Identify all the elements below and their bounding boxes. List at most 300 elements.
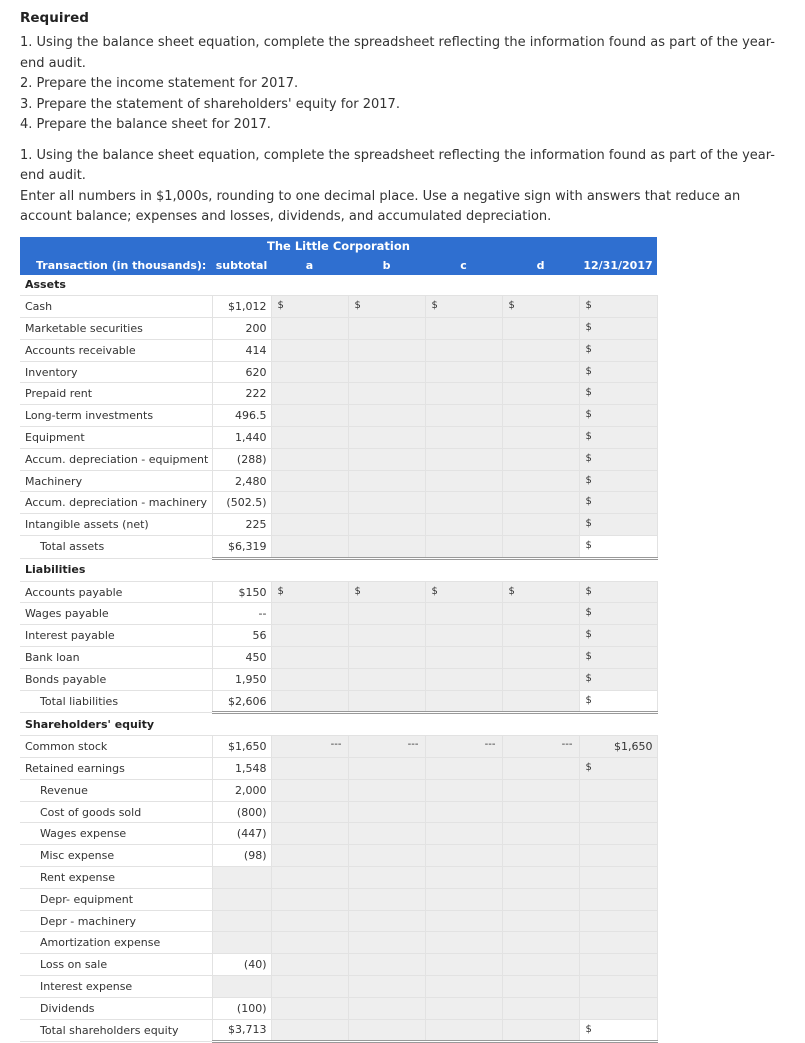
input-cell-b[interactable] — [348, 997, 425, 1019]
table-row — [20, 867, 657, 889]
table-row — [20, 492, 657, 514]
input-cell-b[interactable] — [348, 427, 425, 449]
input-cell-c[interactable] — [425, 997, 502, 1019]
requirement-2: 2. Prepare the income statement for 2017. — [20, 74, 785, 95]
dash-text: --- — [562, 739, 573, 750]
part1-instruction: Enter all numbers in $1,000s, rounding to one decimal place. Use a negative sign with answers that reduce an account balance; expenses and losses, dividends, and accumulated depreciation. — [20, 187, 785, 228]
input-cell-a[interactable] — [271, 954, 348, 976]
input-cell-a[interactable] — [271, 405, 348, 427]
input-cell-a[interactable] — [271, 736, 348, 758]
subtotal-cell: 2,480 — [212, 470, 271, 492]
subtotal-cell: 1,548 — [212, 758, 271, 780]
input-cell-final[interactable] — [579, 318, 657, 340]
input-cell-a[interactable] — [271, 603, 348, 625]
input-cell-d[interactable] — [502, 405, 579, 427]
liabilities-section-row — [20, 558, 657, 581]
dollar-sign: $ — [586, 1024, 592, 1035]
input-cell-a — [271, 1019, 348, 1042]
row-label: Retained earnings — [20, 758, 212, 780]
input-cell-d[interactable] — [502, 932, 579, 954]
table-row — [20, 845, 657, 867]
row-label: Revenue — [20, 779, 212, 801]
input-cell-a[interactable] — [271, 339, 348, 361]
input-cell-d[interactable] — [502, 603, 579, 625]
input-cell-final[interactable] — [579, 296, 657, 318]
input-cell-a[interactable] — [271, 867, 348, 889]
table-row — [20, 603, 657, 625]
input-cell-b[interactable] — [348, 736, 425, 758]
table-row — [20, 296, 657, 318]
dollar-sign: $ — [355, 586, 361, 597]
input-cell-d[interactable] — [502, 296, 579, 318]
input-cell-final[interactable] — [579, 603, 657, 625]
dollar-sign: $ — [509, 300, 515, 311]
input-cell-d[interactable] — [502, 736, 579, 758]
input-cell-b[interactable] — [348, 514, 425, 536]
input-cell-final[interactable] — [579, 954, 657, 976]
requirement-3: 3. Prepare the statement of shareholders' equity for 2017. — [20, 95, 785, 116]
input-cell-d[interactable] — [502, 427, 579, 449]
input-cell-d[interactable] — [502, 448, 579, 470]
input-cell-a[interactable] — [271, 296, 348, 318]
input-cell-b[interactable] — [348, 470, 425, 492]
input-cell-d[interactable] — [502, 845, 579, 867]
header-final: 12/31/2017 — [579, 256, 657, 275]
input-cell-final[interactable] — [579, 867, 657, 889]
dash-text: --- — [408, 739, 419, 750]
subtotal-cell: (447) — [212, 823, 271, 845]
input-cell-final[interactable] — [579, 910, 657, 932]
input-cell-b[interactable] — [348, 339, 425, 361]
input-cell-a[interactable] — [271, 997, 348, 1019]
input-cell-c[interactable] — [425, 405, 502, 427]
liabilities-section-label: Liabilities — [20, 558, 212, 581]
row-label: Depr - machinery — [20, 910, 212, 932]
required-heading: Required — [20, 10, 785, 26]
row-label: Wages payable — [20, 603, 212, 625]
input-cell-b[interactable] — [348, 801, 425, 823]
input-cell-d[interactable] — [502, 823, 579, 845]
input-cell-final — [579, 690, 657, 713]
subtotal-cell: (98) — [212, 845, 271, 867]
table-row — [20, 997, 657, 1019]
input-cell-final[interactable] — [579, 405, 657, 427]
row-label: Accounts payable — [20, 581, 212, 603]
subtotal-cell: 1,950 — [212, 668, 271, 690]
subtotal-cell — [212, 932, 271, 954]
table-row — [20, 758, 657, 780]
dollar-sign: $ — [586, 366, 592, 377]
input-cell-b[interactable] — [348, 867, 425, 889]
row-label: Accounts receivable — [20, 339, 212, 361]
input-cell-c[interactable] — [425, 296, 502, 318]
row-label: Interest expense — [20, 976, 212, 998]
dollar-sign: $ — [586, 762, 592, 773]
equity-section-row — [20, 713, 657, 736]
input-cell-a[interactable] — [271, 492, 348, 514]
input-cell-d[interactable] — [502, 339, 579, 361]
subtotal-cell: 56 — [212, 625, 271, 647]
input-cell-a[interactable] — [271, 888, 348, 910]
input-cell-d — [502, 1019, 579, 1042]
subtotal-cell: 2,000 — [212, 779, 271, 801]
dollar-sign: $ — [586, 673, 592, 684]
input-cell-c[interactable] — [425, 514, 502, 536]
input-cell-c[interactable] — [425, 758, 502, 780]
input-cell-c[interactable] — [425, 448, 502, 470]
input-cell-a[interactable] — [271, 845, 348, 867]
row-label: Intangible assets (net) — [20, 514, 212, 536]
row-label: Rent expense — [20, 867, 212, 889]
input-cell-final[interactable] — [579, 339, 657, 361]
row-label: Total assets — [20, 536, 212, 559]
input-cell-b[interactable] — [348, 361, 425, 383]
input-cell-final[interactable] — [579, 383, 657, 405]
input-cell-final[interactable] — [579, 845, 657, 867]
input-cell-c — [425, 690, 502, 713]
input-cell-c[interactable] — [425, 581, 502, 603]
input-cell-a[interactable] — [271, 361, 348, 383]
input-cell-c[interactable] — [425, 318, 502, 340]
subtotal-cell: (288) — [212, 448, 271, 470]
row-label: Accum. depreciation - equipment — [20, 448, 212, 470]
input-cell-c[interactable] — [425, 779, 502, 801]
input-cell-c[interactable] — [425, 801, 502, 823]
dollar-sign: $ — [432, 586, 438, 597]
subtotal-cell: $150 — [212, 581, 271, 603]
subtotal-cell: 450 — [212, 647, 271, 669]
table-row — [20, 954, 657, 976]
dollar-sign: $ — [355, 300, 361, 311]
input-cell-c[interactable] — [425, 668, 502, 690]
dollar-sign: $ — [509, 586, 515, 597]
input-cell-c[interactable] — [425, 976, 502, 998]
table-row — [20, 888, 657, 910]
input-cell-d[interactable] — [502, 361, 579, 383]
row-label: Machinery — [20, 470, 212, 492]
assets-section-label: Assets — [20, 275, 212, 296]
equity-section-label: Shareholders' equity — [20, 713, 212, 736]
input-cell-d[interactable] — [502, 492, 579, 514]
input-cell-d[interactable] — [502, 910, 579, 932]
dollar-sign: $ — [432, 300, 438, 311]
subtotal-cell: 200 — [212, 318, 271, 340]
input-cell-d[interactable] — [502, 801, 579, 823]
input-cell-final[interactable] — [579, 997, 657, 1019]
subtotal-cell: $6,319 — [212, 536, 271, 559]
input-cell-a — [271, 690, 348, 713]
input-cell-final[interactable] — [579, 736, 657, 758]
input-cell-b[interactable] — [348, 932, 425, 954]
input-cell-final[interactable] — [579, 427, 657, 449]
input-cell-d[interactable] — [502, 758, 579, 780]
row-label: Loss on sale — [20, 954, 212, 976]
total-row — [20, 536, 657, 559]
table-row — [20, 736, 657, 758]
input-cell-c[interactable] — [425, 932, 502, 954]
input-cell-a[interactable] — [271, 823, 348, 845]
table-row — [20, 383, 657, 405]
table-row — [20, 668, 657, 690]
dollar-sign: $ — [586, 475, 592, 486]
input-cell-d[interactable] — [502, 581, 579, 603]
input-cell-a[interactable] — [271, 318, 348, 340]
input-cell-b[interactable] — [348, 954, 425, 976]
input-cell-a[interactable] — [271, 932, 348, 954]
dollar-sign: $ — [586, 496, 592, 507]
row-label: Depr- equipment — [20, 888, 212, 910]
input-cell-b[interactable] — [348, 625, 425, 647]
input-cell-d[interactable] — [502, 954, 579, 976]
subtotal-cell: 496.5 — [212, 405, 271, 427]
input-cell-final[interactable] — [579, 581, 657, 603]
table-row — [20, 647, 657, 669]
input-cell-final[interactable] — [579, 492, 657, 514]
input-cell-d[interactable] — [502, 383, 579, 405]
input-cell-final — [579, 536, 657, 559]
requirement-4: 4. Prepare the balance sheet for 2017. — [20, 115, 785, 136]
row-label: Interest payable — [20, 625, 212, 647]
input-cell-c[interactable] — [425, 845, 502, 867]
input-cell-b[interactable] — [348, 318, 425, 340]
subtotal-cell: 1,440 — [212, 427, 271, 449]
input-cell-final — [579, 1019, 657, 1042]
input-cell-a[interactable] — [271, 976, 348, 998]
input-cell-c[interactable] — [425, 888, 502, 910]
input-cell-c[interactable] — [425, 625, 502, 647]
subtotal-cell — [212, 976, 271, 998]
input-cell-a[interactable] — [271, 383, 348, 405]
row-label: Bonds payable — [20, 668, 212, 690]
input-cell-final[interactable] — [579, 888, 657, 910]
input-cell-a[interactable] — [271, 470, 348, 492]
input-cell-b — [348, 1019, 425, 1042]
input-cell-d[interactable] — [502, 470, 579, 492]
input-cell-final[interactable] — [579, 779, 657, 801]
input-cell-d[interactable] — [502, 867, 579, 889]
table-row — [20, 361, 657, 383]
header-d: d — [502, 256, 579, 275]
table-row — [20, 470, 657, 492]
table-row — [20, 910, 657, 932]
spreadsheet-table — [20, 237, 658, 1043]
subtotal-cell: $1,650 — [212, 736, 271, 758]
table-row — [20, 932, 657, 954]
row-label: Wages expense — [20, 823, 212, 845]
subtotal-cell — [212, 867, 271, 889]
input-cell-final[interactable] — [579, 801, 657, 823]
requirement-1: 1. Using the balance sheet equation, complete the spreadsheet reflecting the information found as part of the year-end audit. — [20, 33, 785, 74]
requirements-list — [20, 33, 785, 228]
input-cell-d[interactable] — [502, 318, 579, 340]
input-cell-a[interactable] — [271, 514, 348, 536]
input-cell-c[interactable] — [425, 910, 502, 932]
dollar-sign: $ — [586, 695, 592, 706]
input-cell-final[interactable] — [579, 470, 657, 492]
input-cell-c[interactable] — [425, 361, 502, 383]
input-cell-a — [271, 536, 348, 559]
dollar-sign: $ — [586, 322, 592, 333]
input-cell-b[interactable] — [348, 405, 425, 427]
input-cell-d[interactable] — [502, 997, 579, 1019]
input-cell-final[interactable] — [579, 758, 657, 780]
subtotal-cell: (800) — [212, 801, 271, 823]
input-cell-c[interactable] — [425, 823, 502, 845]
input-cell-d[interactable] — [502, 625, 579, 647]
dollar-sign: $ — [586, 387, 592, 398]
assets-section-row — [20, 275, 657, 296]
input-cell-b[interactable] — [348, 296, 425, 318]
row-label: Prepaid rent — [20, 383, 212, 405]
input-cell-final[interactable] — [579, 625, 657, 647]
input-cell-a[interactable] — [271, 668, 348, 690]
table-row — [20, 405, 657, 427]
subtotal-cell: -- — [212, 603, 271, 625]
input-cell-d[interactable] — [502, 647, 579, 669]
input-cell-b — [348, 690, 425, 713]
header-b: b — [348, 256, 425, 275]
table-row — [20, 318, 657, 340]
row-label: Amortization expense — [20, 932, 212, 954]
input-cell-c[interactable] — [425, 867, 502, 889]
input-cell-final[interactable] — [579, 647, 657, 669]
row-label: Total liabilities — [20, 690, 212, 713]
input-cell-b[interactable] — [348, 823, 425, 845]
header-subtotal: subtotal — [212, 256, 271, 275]
total-row — [20, 1019, 657, 1042]
input-cell-d[interactable] — [502, 976, 579, 998]
row-label: Long-term investments — [20, 405, 212, 427]
row-label: Common stock — [20, 736, 212, 758]
input-cell-b[interactable] — [348, 910, 425, 932]
input-cell-b[interactable] — [348, 383, 425, 405]
input-cell-b[interactable] — [348, 647, 425, 669]
input-cell-b[interactable] — [348, 888, 425, 910]
input-cell-c — [425, 536, 502, 559]
input-cell-final[interactable] — [579, 932, 657, 954]
input-cell-final[interactable] — [579, 448, 657, 470]
input-cell-final[interactable] — [579, 823, 657, 845]
dash-text: --- — [485, 739, 496, 750]
row-label: Accum. depreciation - machinery — [20, 492, 212, 514]
table-row — [20, 581, 657, 603]
input-cell-c[interactable] — [425, 647, 502, 669]
input-cell-c — [425, 1019, 502, 1042]
input-cell-b[interactable] — [348, 668, 425, 690]
input-cell-b[interactable] — [348, 779, 425, 801]
table-row — [20, 448, 657, 470]
input-cell-b[interactable] — [348, 845, 425, 867]
input-cell-d[interactable] — [502, 668, 579, 690]
input-cell-a[interactable] — [271, 647, 348, 669]
subtotal-cell: (40) — [212, 954, 271, 976]
input-cell-final[interactable] — [579, 514, 657, 536]
input-cell-final[interactable] — [579, 361, 657, 383]
input-cell-c[interactable] — [425, 736, 502, 758]
header-a: a — [271, 256, 348, 275]
row-label: Cost of goods sold — [20, 801, 212, 823]
table-row — [20, 823, 657, 845]
input-cell-a[interactable] — [271, 581, 348, 603]
dollar-sign: $ — [278, 586, 284, 597]
dollar-sign: $ — [586, 431, 592, 442]
input-cell-b[interactable] — [348, 448, 425, 470]
input-cell-d[interactable] — [502, 514, 579, 536]
input-cell-b — [348, 536, 425, 559]
subtotal-cell — [212, 888, 271, 910]
input-cell-d — [502, 690, 579, 713]
subtotal-cell: 225 — [212, 514, 271, 536]
dollar-sign: $ — [586, 586, 592, 597]
spreadsheet-body — [20, 275, 657, 1042]
dollar-sign: $ — [586, 651, 592, 662]
dollar-sign: $ — [586, 540, 592, 551]
input-cell-a[interactable] — [271, 625, 348, 647]
input-cell-a[interactable] — [271, 910, 348, 932]
table-row — [20, 625, 657, 647]
row-label: Misc expense — [20, 845, 212, 867]
dollar-sign: $ — [278, 300, 284, 311]
row-label: Marketable securities — [20, 318, 212, 340]
input-cell-c[interactable] — [425, 954, 502, 976]
input-cell-b[interactable] — [348, 492, 425, 514]
input-cell-d — [502, 536, 579, 559]
input-cell-c[interactable] — [425, 492, 502, 514]
row-label: Bank loan — [20, 647, 212, 669]
input-cell-a[interactable] — [271, 448, 348, 470]
input-cell-a[interactable] — [271, 758, 348, 780]
input-cell-d[interactable] — [502, 888, 579, 910]
subtotal-cell: (100) — [212, 997, 271, 1019]
input-cell-a[interactable] — [271, 801, 348, 823]
row-label: Cash — [20, 296, 212, 318]
row-label: Inventory — [20, 361, 212, 383]
header-c: c — [425, 256, 502, 275]
input-cell-b[interactable] — [348, 581, 425, 603]
input-cell-c[interactable] — [425, 470, 502, 492]
input-cell-c[interactable] — [425, 427, 502, 449]
input-cell-b[interactable] — [348, 976, 425, 998]
subtotal-cell: 414 — [212, 339, 271, 361]
table-row — [20, 976, 657, 998]
input-cell-c[interactable] — [425, 603, 502, 625]
header-transaction: Transaction (in thousands): — [20, 256, 212, 275]
table-row — [20, 514, 657, 536]
input-cell-final[interactable] — [579, 668, 657, 690]
input-cell-b[interactable] — [348, 758, 425, 780]
part1-title: 1. Using the balance sheet equation, complete the spreadsheet reflecting the information found as part of the year-end audit. — [20, 146, 785, 187]
dollar-sign: $ — [586, 300, 592, 311]
subtotal-cell: $1,012 — [212, 296, 271, 318]
input-cell-c[interactable] — [425, 383, 502, 405]
input-cell-final[interactable] — [579, 976, 657, 998]
subtotal-cell: $2,606 — [212, 690, 271, 713]
input-cell-b[interactable] — [348, 603, 425, 625]
input-cell-a[interactable] — [271, 427, 348, 449]
dollar-sign: $ — [586, 344, 592, 355]
row-label: Equipment — [20, 427, 212, 449]
table-row — [20, 427, 657, 449]
final-value: $1,650 — [614, 740, 653, 753]
input-cell-a[interactable] — [271, 779, 348, 801]
dash-text: --- — [331, 739, 342, 750]
subtotal-cell — [212, 910, 271, 932]
total-row — [20, 690, 657, 713]
subtotal-cell: $3,713 — [212, 1019, 271, 1042]
dollar-sign: $ — [586, 409, 592, 420]
input-cell-c[interactable] — [425, 339, 502, 361]
input-cell-d[interactable] — [502, 779, 579, 801]
